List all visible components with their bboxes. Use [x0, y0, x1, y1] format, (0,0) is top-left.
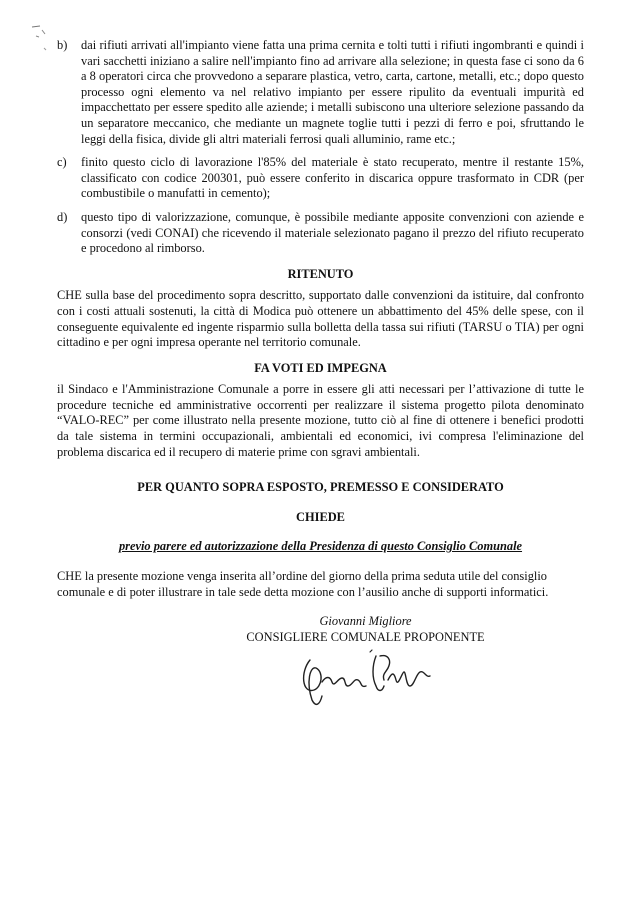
chiede-heading: CHIEDE: [296, 509, 345, 524]
per-quanto-heading: PER QUANTO SOPRA ESPOSTO, PREMESSO E CONSIDERATO: [137, 480, 504, 495]
ritenuto-heading: RITENUTO: [287, 266, 354, 281]
fa-voti-paragraph: il Sindaco e l'Amministrazione Comunale a porre in essere gli atti necessari per l’attivazione di tutte le procedure tecniche ed amministrative occorrenti per realizzare il sistema progetto pilota denominato “VALO-REC” per come illustrato nella presente mozione, tutto ciò al fine di ottenere i benefici prodotti da tale sistema in termini occupazionali, ambientali ed economici, ivi compresa l'eliminazione del problema discarica ed il recupero di materie prime con sgravi ambientali.: [57, 382, 584, 459]
list-item: [57, 38, 584, 147]
list-item-text: dai rifiuti arrivati all'impianto viene fatta una prima cernita e tolti tutti i rifiuti ingombranti e quindi i vari sacchetti iniziano a salire nell'impianto fino ad arrivare alla selezione; in questa fase ci sono da 6 a 8 operatori circa che provvedono a separare plastica, vetro, carta, cartone, metalli, etc.; dopo questo processo ogni elemento va nel relativo impianto per essere ripulito da eventuali impurità ed impacchettato per essere spedito alle aziende; i metalli subiscono una ulteriore selezione passando da un separatore meccanico, che mediante un magnete toglie tutti i pezzi di ferro e poi, sfruttando le leggi della fisica, divide gli altri materiali ferrosi quali alluminio, rame etc.;: [81, 38, 584, 146]
signer-title: CONSIGLIERE COMUNALE PROPONENTE: [246, 629, 485, 644]
list-marker: b): [57, 38, 68, 52]
list-item: [57, 155, 584, 202]
fa-voti-heading: FA VOTI ED IMPEGNA: [254, 360, 387, 375]
final-request-paragraph: CHE la presente mozione venga inserita all’ordine del giorno della prima seduta utile del consiglio comunale e di poter illustrare in tale sede detta mozione con l’ausilio anche di supporti informatici.: [57, 569, 549, 599]
list-marker: d): [57, 209, 68, 224]
previo-parere-line: previo parere ed autorizzazione della Presidenza di questo Consiglio Comunale: [118, 539, 523, 554]
handwritten-signature: [292, 642, 442, 712]
scan-mark-icon: [30, 24, 54, 54]
list-item: [57, 210, 584, 257]
list-item-text: questo tipo di valorizzazione, comunque, è possibile mediante apposite convenzioni con aziende e consorzi (vedi CONAI) che ricevendo il materiale selezionato pagano il prezzo del rifiuto recuperato e procedono al rimborso.: [81, 209, 584, 256]
ritenuto-paragraph: CHE sulla base del procedimento sopra descritto, supportato dalle convenzioni da istituire, dal confronto con i costi attuali sostenuti, la città di Modica può ottenere un abbattimento del 45% delle spese, con il conseguente equivalente ed ingente risparmio sulla bolletta della tassa sui rifiuti (TARSU o TIA) per ogni cittadino e per ogni impresa operante nel territorio comunale.: [57, 288, 584, 350]
list-item-text: finito questo ciclo di lavorazione l'85% del materiale è stato recuperato, mentre il restante 15%, classificato con codice 200301, può essere conferito in discarica oppure trasformato in CDR (per combustibile o manufatti in cemento);: [81, 155, 584, 201]
signer-name: Giovanni Migliore: [319, 614, 412, 629]
document-body: [57, 38, 584, 645]
list-marker: c): [57, 155, 67, 170]
signer-block: [147, 614, 584, 645]
